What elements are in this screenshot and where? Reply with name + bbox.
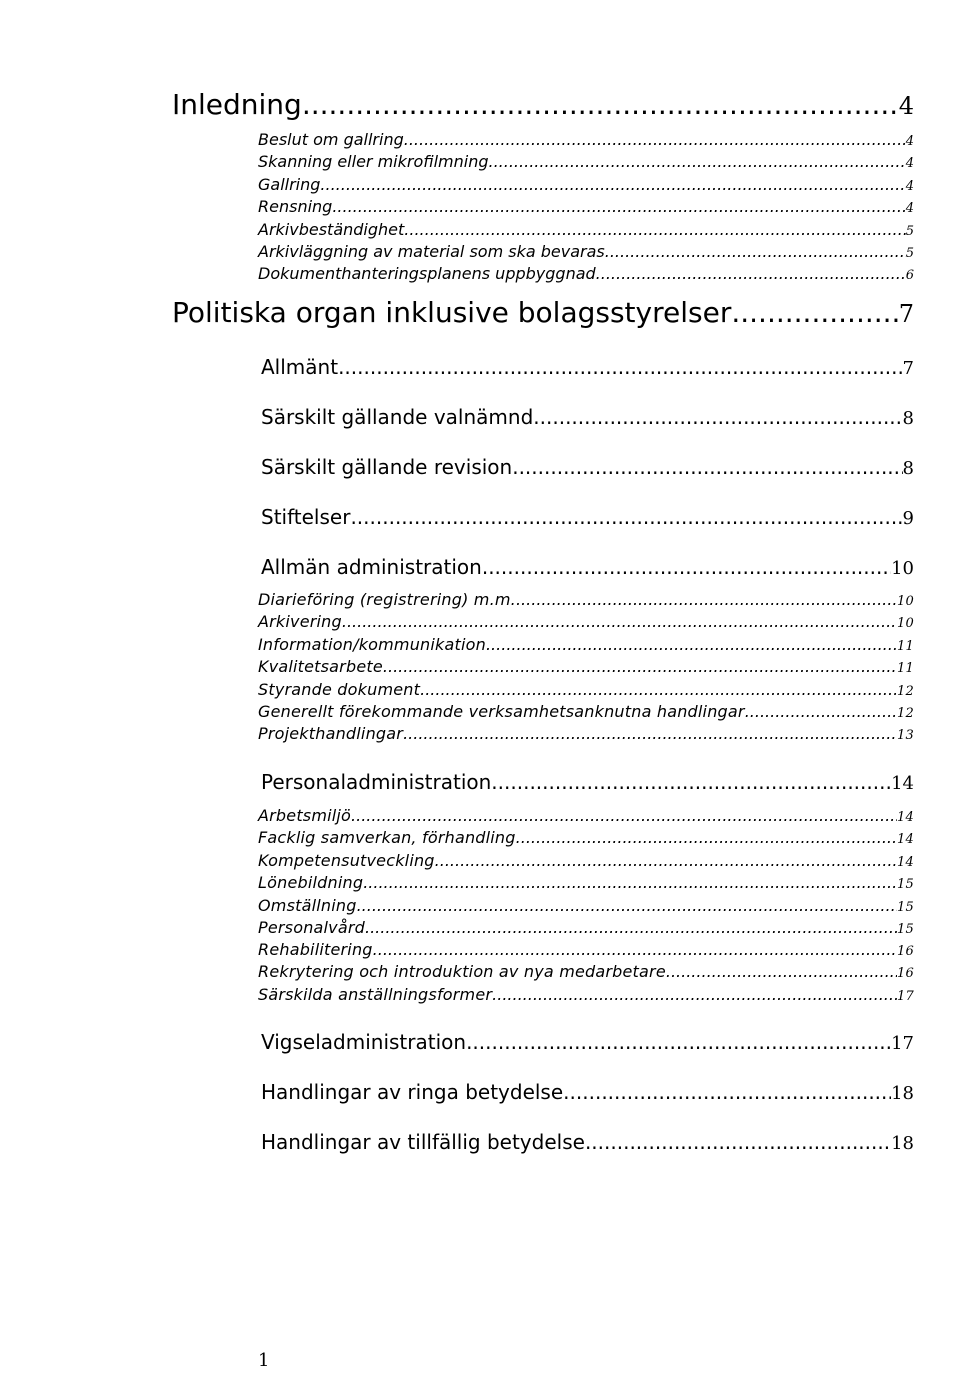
toc-entry-page: 5 [905,246,914,261]
toc-entry-label: Vigseladministration [261,1030,467,1054]
toc-entry-page: 9 [902,508,914,529]
toc-entry-page: 4 [905,134,914,149]
toc-entry[interactable] [261,505,914,529]
toc-entry-label: Generellt förekommande verksamhetsanknutna handlingar [258,702,745,721]
toc-entry-page: 15 [897,877,914,892]
toc-dot-leader [404,130,906,149]
toc-entry-page: 10 [897,594,914,609]
toc-dot-leader [516,590,897,609]
toc-entry[interactable] [258,590,914,609]
toc-entry[interactable] [258,873,914,892]
toc-dot-leader [563,1080,891,1104]
toc-entry-label: Särskilt gällande revision [261,455,513,479]
toc-entry-label: Särskilda anställningsformer [258,985,493,1004]
toc-entry[interactable] [261,455,914,479]
toc-dot-leader [383,657,897,676]
toc-dot-leader [435,851,897,870]
toc-entry[interactable] [258,680,914,699]
toc-entry-page: 15 [897,922,914,937]
toc-dot-leader [302,88,899,121]
toc-entry[interactable] [258,635,914,654]
toc-entry-page: 4 [905,179,914,194]
toc-entry-label: Arkivering [258,612,342,631]
toc-entry-label: Arkivbeständighet [258,220,405,239]
toc-dot-leader [745,702,897,721]
toc-entry[interactable] [258,962,914,981]
toc-dot-leader [486,635,897,654]
toc-entry-page: 6 [905,268,914,283]
toc-dot-leader [516,828,897,847]
toc-entry-page: 4 [905,156,914,171]
toc-entry[interactable] [258,264,914,283]
toc-entry[interactable] [258,197,914,216]
toc-entry[interactable] [261,1130,914,1154]
toc-entry-label: Inledning [172,88,302,121]
toc-dot-leader [403,724,897,743]
toc-entry-page: 16 [897,944,914,959]
toc-entry-page: 11 [897,639,914,654]
toc-entry[interactable] [258,152,914,171]
toc-entry-page: 7 [898,300,914,328]
toc-entry[interactable] [258,242,914,261]
toc-entry[interactable] [258,657,914,676]
toc-entry[interactable] [258,940,914,959]
toc-entry-label: Gallring [258,175,321,194]
toc-entry[interactable] [261,1030,914,1054]
toc-entry-page: 14 [897,832,914,847]
toc-entry-label: Arkivläggning av material som ska bevaras [258,242,605,261]
toc-entry-label: Allmän administration [261,555,482,579]
toc-entry-label: Arbetsmiljö [258,806,352,825]
toc-entry-label: Personalvård [258,918,365,937]
toc-entry-page: 16 [897,966,914,981]
toc-entry[interactable] [258,985,914,1004]
toc-entry-label: Skanning eller mikrofilmning [258,152,489,171]
toc-entry-page: 8 [902,408,914,429]
toc-entry-label: Särskilt gällande valnämnd [261,405,534,429]
toc-entry[interactable] [261,355,914,379]
toc-entry-label: Projekthandlingar [258,724,404,743]
toc-dot-leader [596,264,906,283]
toc-entry-page: 12 [897,684,914,699]
toc-entry-label: Styrande dokument [258,680,421,699]
toc-entry[interactable] [261,405,914,429]
toc-dot-leader [420,680,897,699]
toc-entry-page: 4 [905,201,914,216]
toc-entry-label: Rekrytering och introduktion av nya medarbetare [258,962,666,981]
toc-entry-label: Rehabilitering [258,940,373,959]
toc-entry-page: 11 [897,661,914,676]
toc-dot-leader [482,555,891,579]
toc-dot-leader [350,505,902,529]
toc-entry-label: Handlingar av ringa betydelse [261,1080,564,1104]
toc-entry-label: Omställning [258,896,357,915]
toc-dot-leader [338,355,902,379]
toc-dot-leader [357,896,897,915]
toc-entry-page: 17 [897,989,914,1004]
toc-entry[interactable] [261,770,914,794]
toc-entry-page: 10 [891,558,914,579]
toc-dot-leader [492,985,897,1004]
toc-entry-label: Lönebildning [258,873,364,892]
toc-dot-leader [365,918,897,937]
toc-entry-page: 13 [897,728,914,743]
toc-entry-page: 15 [897,900,914,915]
toc-dot-leader [666,962,897,981]
toc-entry[interactable] [258,130,914,149]
toc-entry-label: Dokumenthanteringsplanens uppbyggnad [258,264,596,283]
toc-entry-label: Kompetensutveckling [258,851,435,870]
toc-entry-page: 14 [891,773,914,794]
toc-dot-leader [404,220,905,239]
toc-entry-page: 14 [897,855,914,870]
toc-dot-leader [489,152,906,171]
toc-entry-page: 18 [891,1083,914,1104]
toc-entry[interactable] [258,851,914,870]
toc-entry-label: Allmänt [261,355,339,379]
toc-entry-label: Rensning [258,197,333,216]
toc-entry-label: Personaladministration [261,770,492,794]
page-number: 1 [258,1350,270,1371]
toc-entry-page: 10 [897,616,914,631]
toc-dot-leader [363,873,897,892]
toc-entry-page: 7 [902,358,914,379]
toc-dot-leader [491,770,891,794]
toc-entry-label: Handlingar av tillfällig betydelse [261,1130,585,1154]
toc-dot-leader [351,806,897,825]
toc-dot-leader [512,455,902,479]
toc-entry[interactable] [258,702,914,721]
toc-entry-page: 4 [898,92,914,120]
toc-entry-label: Beslut om gallring [258,130,404,149]
toc-entry-page: 8 [902,458,914,479]
toc-dot-leader [320,175,905,194]
toc-entry[interactable] [172,296,914,329]
toc-entry[interactable] [258,806,914,825]
toc-entry-label: Diarieföring (registrering) m.m. [258,590,516,609]
toc-entry[interactable] [258,724,914,743]
toc-entry[interactable] [258,612,914,631]
toc-entry[interactable] [258,918,914,937]
toc-dot-leader [342,612,897,631]
toc-entry-page: 5 [905,224,914,239]
toc-entry-label: Stiftelser [261,505,351,529]
toc-entry[interactable] [258,828,914,847]
toc-dot-leader [585,1130,891,1154]
toc-dot-leader [533,405,902,429]
toc-entry-page: 17 [891,1033,914,1054]
toc-dot-leader [605,242,906,261]
toc-entry[interactable] [258,175,914,194]
toc-entry-label: Politiska organ inklusive bolagsstyrelser [172,296,732,329]
toc-entry-label: Information/kommunikation [258,635,486,654]
toc-dot-leader [731,296,898,329]
toc-entry-label: Kvalitetsarbete [258,657,383,676]
toc-entry-page: 18 [891,1133,914,1154]
toc-entry[interactable] [261,555,914,579]
toc-dot-leader [332,197,905,216]
toc-dot-leader [466,1030,891,1054]
toc-entry-page: 12 [897,706,914,721]
toc-entry-label: Facklig samverkan, förhandling [258,828,516,847]
toc-entry[interactable] [172,88,914,121]
toc-entry-page: 14 [897,810,914,825]
toc-entry[interactable] [258,220,914,239]
toc-entry[interactable] [261,1080,914,1104]
toc-entry[interactable] [258,896,914,915]
toc-dot-leader [373,940,897,959]
